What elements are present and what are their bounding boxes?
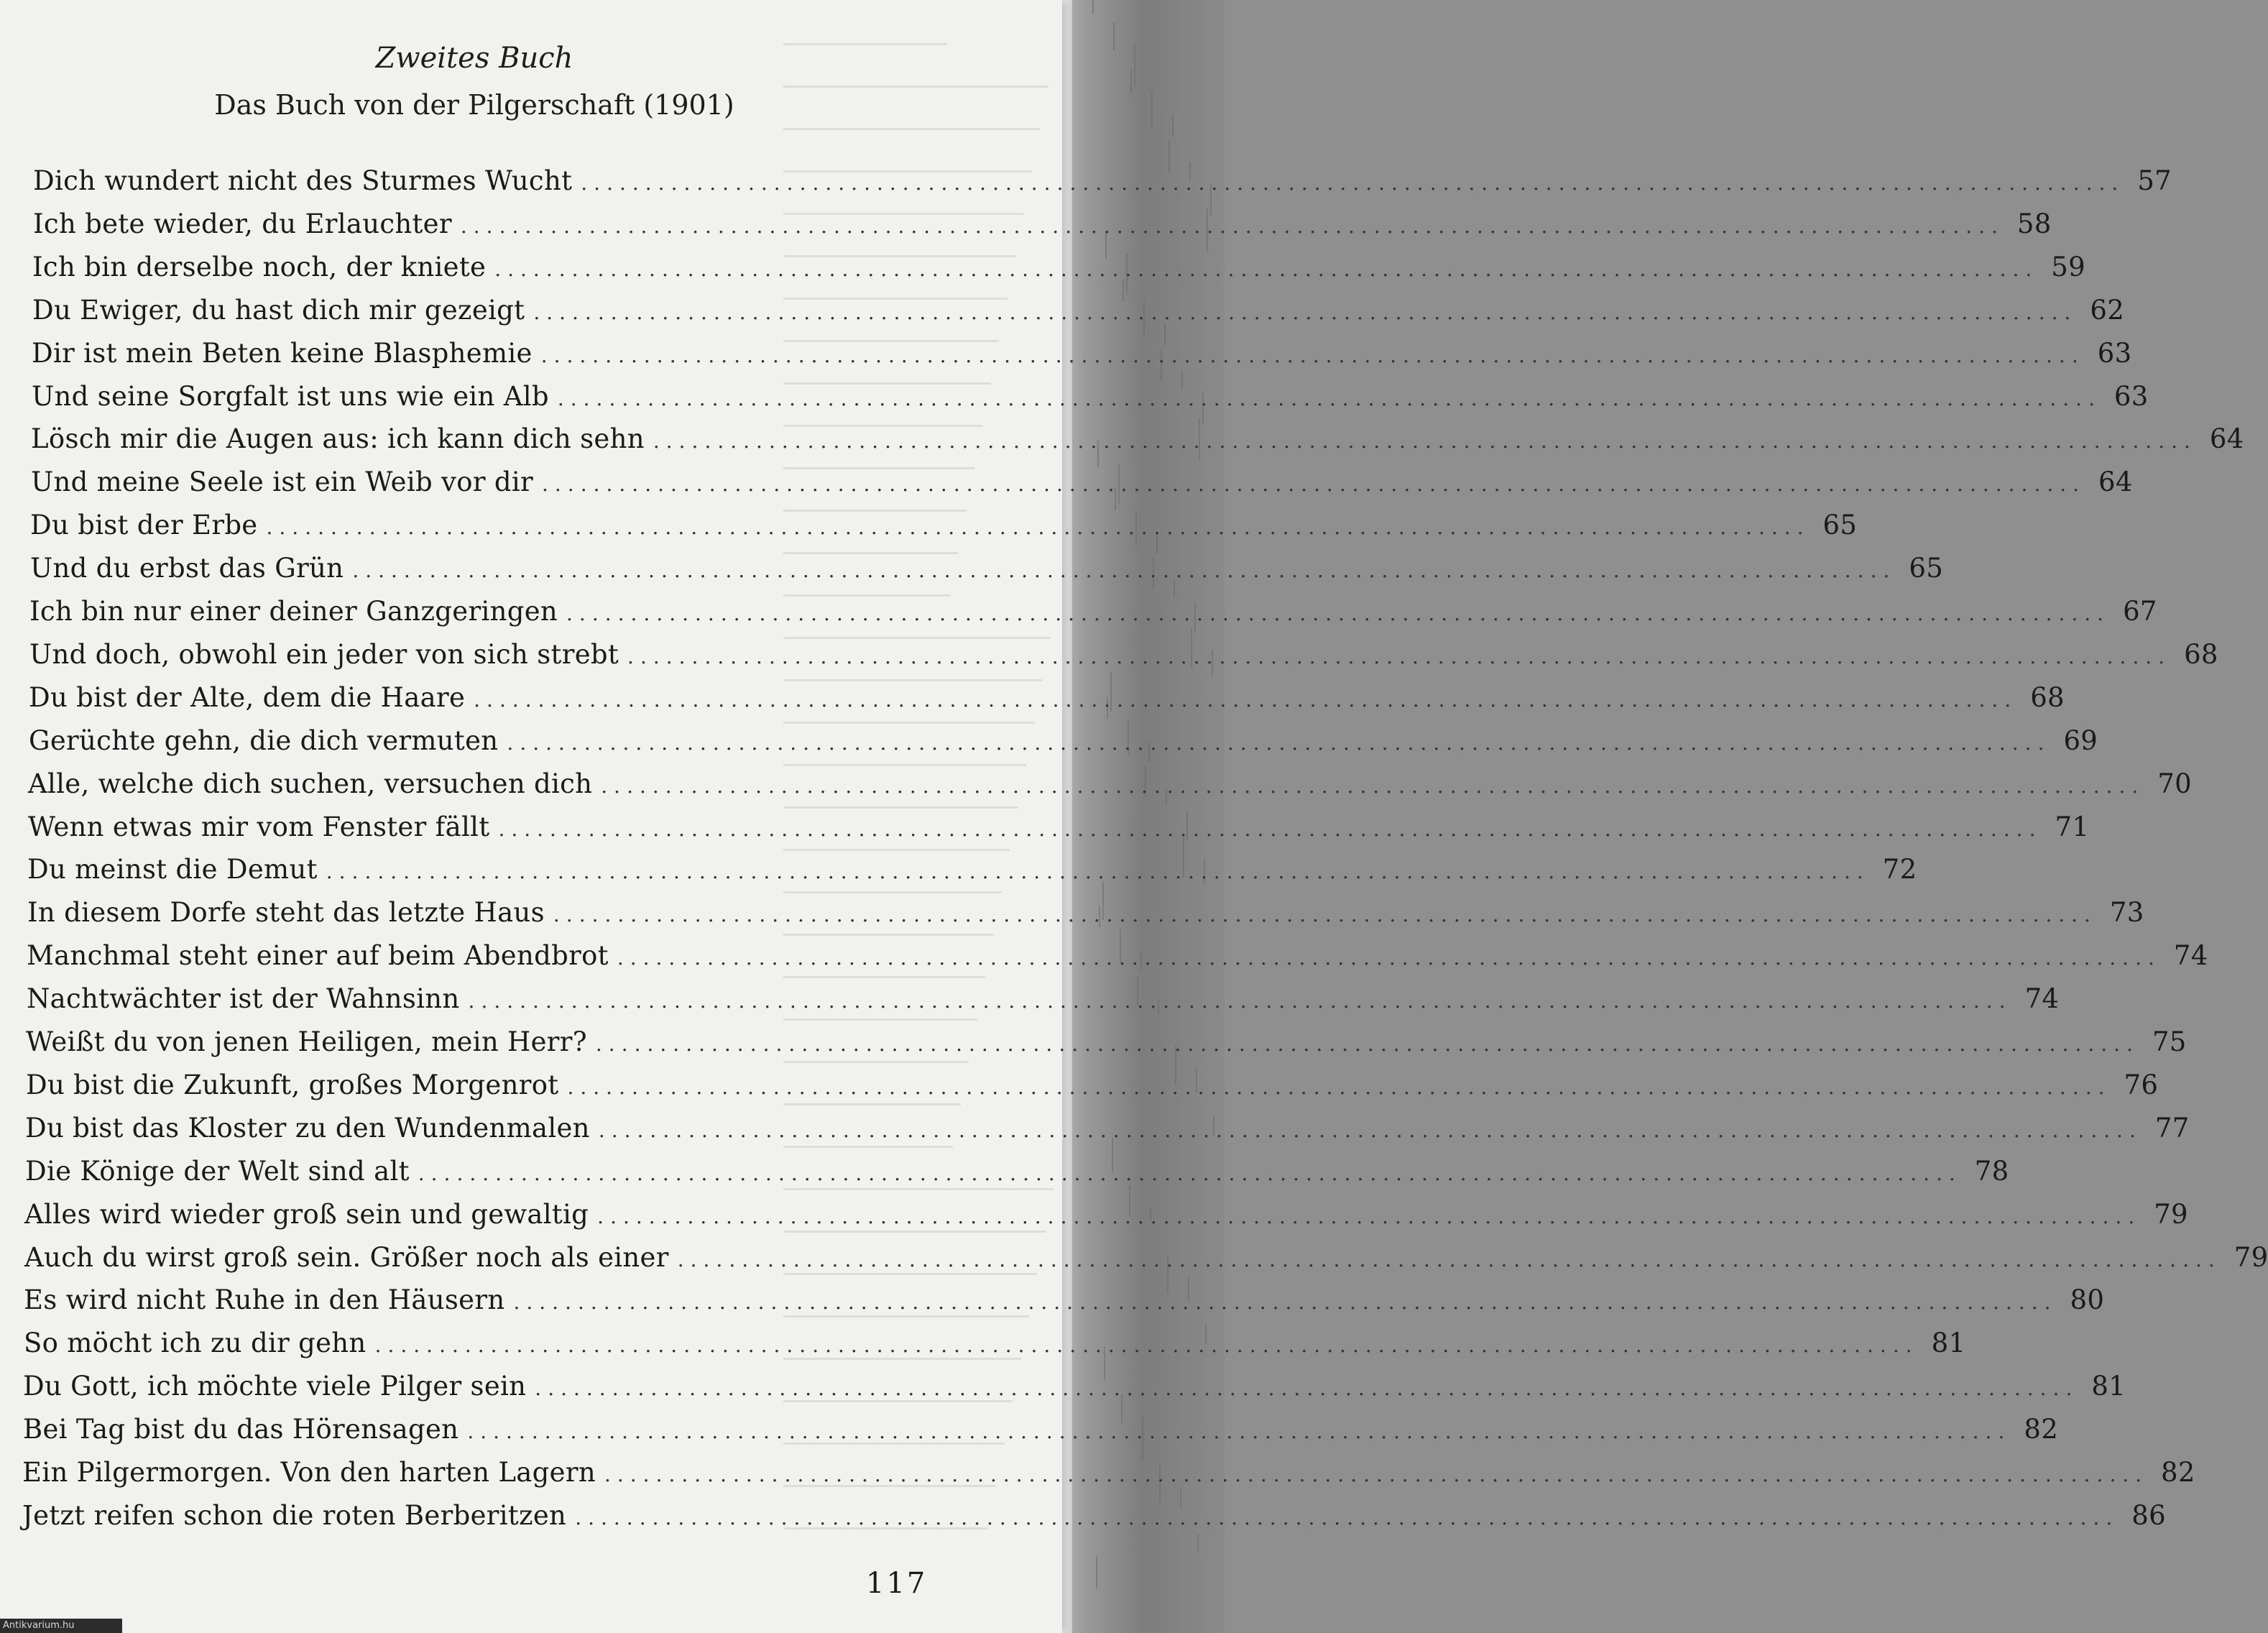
toc-entry-page: 73: [2109, 897, 2144, 928]
dot-leader: ........................................................................................................................: [418, 1162, 1962, 1185]
toc-entry-title: Gerüchte gehn, die dich vermuten: [29, 725, 499, 756]
toc-entry-page: 74: [2173, 940, 2208, 971]
dot-leader: ........................................................................................................................: [601, 774, 2145, 798]
dot-leader: ........................................................................................................................: [581, 171, 2125, 195]
toc-entry-page: 81: [1931, 1328, 1966, 1358]
toc-entry: [27, 897, 2144, 929]
toc-entry-page: 80: [2070, 1284, 2105, 1315]
toc-entry-page: 75: [2152, 1026, 2187, 1057]
dot-leader: ........................................................................................................................: [540, 344, 2085, 367]
toc-entry-title: Jetzt reifen schon die roten Berberitzen: [22, 1500, 567, 1531]
watermark: Antikvarium.hu: [0, 1619, 122, 1633]
toc-entry-title: Du meinst die Demut: [27, 854, 318, 885]
dot-leader: ........................................................................................................................: [507, 731, 2051, 755]
dot-leader: ........................................................................................................................: [567, 1075, 2111, 1099]
desk-texture-mark: [1172, 114, 1174, 137]
toc-entry-page: 65: [1909, 553, 1944, 584]
desk-texture-mark: [1168, 139, 1170, 172]
toc-entry-page: 70: [2157, 768, 2193, 799]
dot-leader: ........................................................................................................................: [557, 387, 2101, 410]
desk-texture-mark: [1151, 92, 1153, 129]
toc-entry-title: Du bist die Zukunft, großes Morgenrot: [26, 1070, 559, 1100]
desk-texture-mark: [1123, 279, 1124, 302]
toc-entry-page: 59: [2051, 252, 2085, 282]
toc-entry-page: 72: [1882, 854, 1917, 885]
toc-entry-title: Ich bete wieder, du Erlauchter: [33, 208, 452, 239]
toc-entry-title: Manchmal steht einer auf beim Abendbrot: [27, 940, 609, 971]
toc-entry-page: 69: [2063, 725, 2098, 756]
toc-entry-page: 63: [2113, 381, 2149, 412]
toc-entry: [29, 639, 2218, 671]
toc-entry: [23, 1371, 2126, 1402]
desk-texture-mark: [1130, 70, 1132, 93]
dot-leader: ........................................................................................................................: [575, 1506, 2119, 1530]
toc-entry: [32, 252, 2085, 283]
desk-texture-mark: [1197, 1534, 1199, 1552]
toc-entry-page: 77: [2154, 1113, 2190, 1144]
toc-entry-title: Und meine Seele ist ein Weib vor dir: [31, 466, 533, 497]
toc-entry-page: 79: [2154, 1199, 2188, 1230]
toc-entry-page: 64: [2098, 466, 2133, 497]
dot-leader: ........................................................................................................................: [494, 257, 2039, 281]
dot-leader: ........................................................................................................................: [595, 1032, 2139, 1056]
page-number: 117: [866, 1567, 928, 1600]
toc-entry-title: Auch du wirst groß sein. Größer noch als einer: [24, 1242, 669, 1273]
toc-entry-title: Du bist der Alte, dem die Haare: [29, 682, 466, 713]
desk-texture-mark: [1134, 45, 1135, 86]
toc-entry: [31, 423, 2244, 455]
dot-leader: ........................................................................................................................: [533, 300, 2078, 324]
toc-entry-title: Ich bin derselbe noch, der kniete: [32, 252, 487, 282]
dot-leader: ........................................................................................................................: [604, 1463, 2149, 1486]
dot-leader: ........................................................................................................................: [326, 860, 1870, 883]
toc-entry-page: 81: [2091, 1371, 2126, 1402]
toc-entry: [31, 466, 2133, 498]
dot-leader: ........................................................................................................................: [352, 558, 1896, 582]
toc-entry: [26, 1070, 2159, 1101]
toc-entry-page: 86: [2131, 1500, 2166, 1531]
toc-entry-title: Und du erbst das Grün: [30, 553, 344, 584]
toc-entry-page: 64: [2209, 423, 2244, 454]
book-title: Zweites Buch: [375, 42, 573, 75]
toc-entry-title: Alle, welche dich suchen, versuchen dich: [28, 768, 593, 799]
toc-entry: [32, 381, 2149, 413]
desk-texture-mark: [1096, 1556, 1097, 1588]
toc-entry: [24, 1328, 1966, 1359]
toc-entry: [25, 1113, 2190, 1144]
dot-leader: ........................................................................................................................: [498, 817, 2042, 841]
toc-entry-page: 79: [2234, 1242, 2268, 1273]
toc-entry-page: 65: [1822, 510, 1858, 540]
toc-entry: [32, 295, 2125, 326]
toc-entry-title: Nachtwächter ist der Wahnsinn: [27, 983, 460, 1014]
dot-leader: ........................................................................................................................: [468, 989, 2012, 1013]
dot-leader: ........................................................................................................................: [467, 1420, 2011, 1443]
toc-entry: [29, 596, 2157, 627]
toc-entry: [29, 725, 2098, 757]
dot-leader: ........................................................................................................................: [542, 472, 2086, 496]
toc-entry-title: So möcht ich zu dir gehn: [24, 1328, 367, 1358]
toc-entry-page: 82: [2024, 1414, 2059, 1445]
toc-entry-page: 76: [2124, 1070, 2159, 1100]
toc-entry: [33, 208, 2052, 240]
dot-leader: ........................................................................................................................: [653, 429, 2197, 453]
dot-leader: ........................................................................................................................: [598, 1118, 2142, 1142]
toc-entry-title: Wenn etwas mir vom Fenster fällt: [28, 811, 490, 842]
toc-entry: [22, 1457, 2195, 1489]
toc-entry-title: Alles wird wieder groß sein und gewaltig: [24, 1199, 589, 1230]
toc-entry-page: 57: [2137, 165, 2172, 196]
toc-entry: [24, 1242, 2268, 1274]
toc-entry-title: Und doch, obwohl ein jeder von sich strebt: [29, 639, 619, 670]
toc-entry-title: Du Ewiger, du hast dich mir gezeigt: [32, 295, 525, 326]
toc-entry-page: 78: [1974, 1156, 2009, 1187]
toc-entry-page: 63: [2097, 338, 2132, 369]
desk-texture-mark: [1164, 323, 1166, 345]
desk-texture-mark: [1113, 22, 1115, 50]
toc-entry: [30, 510, 1858, 541]
toc-entry: [30, 553, 1944, 584]
desk-texture-mark: [1174, 580, 1175, 597]
toc-entry: [28, 768, 2193, 800]
toc-entry-title: Weißt du von jenen Heiligen, mein Herr?: [26, 1026, 587, 1057]
toc-entry: [33, 165, 2172, 197]
dot-leader: ........................................................................................................................: [597, 1205, 2142, 1228]
desk-texture-mark: [1181, 371, 1183, 388]
toc-entry-title: Dir ist mein Beten keine Blasphemie: [32, 338, 533, 369]
toc-entry: [29, 682, 2065, 714]
dot-leader: ........................................................................................................................: [513, 1290, 2057, 1314]
toc-entry-title: Du bist das Kloster zu den Wundenmalen: [25, 1113, 590, 1144]
dot-leader: ........................................................................................................................: [474, 688, 2018, 712]
toc-entry-title: Dich wundert nicht des Sturmes Wucht: [33, 165, 573, 196]
toc-entry-title: Die Könige der Welt sind alt: [25, 1156, 410, 1187]
toc-entry: [27, 983, 2060, 1015]
toc-entry-title: Ich bin nur einer deiner Ganzgeringen: [29, 596, 558, 627]
dot-leader: ........................................................................................................................: [266, 515, 1810, 539]
dot-leader: ........................................................................................................................: [566, 602, 2111, 625]
toc-entry: [27, 940, 2208, 972]
toc-entry: [22, 1500, 2166, 1532]
toc-entry-title: Du bist der Erbe: [30, 510, 258, 540]
toc-entry-page: 58: [2016, 208, 2052, 239]
dot-leader: ........................................................................................................................: [627, 645, 2172, 668]
toc-entry: [24, 1199, 2188, 1230]
toc-entry-title: Bei Tag bist du das Hörensagen: [23, 1414, 459, 1445]
toc-entry-page: 71: [2055, 811, 2090, 842]
toc-entry: [25, 1156, 2009, 1187]
dot-leader: ........................................................................................................................: [460, 214, 2004, 238]
toc-entry-title: Lösch mir die Augen aus: ich kann dich sehn: [31, 423, 645, 454]
toc-entry-page: 68: [2030, 682, 2065, 713]
toc-entry: [26, 1026, 2187, 1058]
toc-entry: [32, 338, 2132, 369]
toc-entry-page: 82: [2161, 1457, 2195, 1488]
toc-entry-page: 74: [2024, 983, 2060, 1014]
toc-entry: [27, 854, 1917, 886]
toc-entry: [24, 1284, 2105, 1316]
desk-texture-mark: [1092, 0, 1094, 14]
dot-leader: ........................................................................................................................: [677, 1248, 2221, 1271]
toc-entry: [23, 1414, 2059, 1445]
dot-leader: ........................................................................................................................: [617, 946, 2161, 970]
toc-entry-title: In diesem Dorfe steht das letzte Haus: [27, 897, 545, 928]
toc-entry-page: 67: [2123, 596, 2157, 627]
toc-entry-title: Du Gott, ich möchte viele Pilger sein: [23, 1371, 527, 1402]
dot-leader: ........................................................................................................................: [535, 1376, 2079, 1400]
toc-entry-title: Und seine Sorgfalt ist uns wie ein Alb: [32, 381, 549, 412]
toc-entry-title: Ein Pilgermorgen. Von den harten Lagern: [22, 1457, 596, 1488]
toc-entry-page: 68: [2184, 639, 2218, 670]
book-subtitle: Das Buch von der Pilgerschaft (1901): [214, 89, 734, 121]
toc-entry: [28, 811, 2090, 843]
toc-entry-title: Es wird nicht Ruhe in den Häusern: [24, 1284, 505, 1315]
dot-leader: ........................................................................................................................: [374, 1333, 1919, 1357]
dot-leader: ........................................................................................................................: [553, 903, 2097, 926]
toc-entry-page: 62: [2090, 295, 2125, 326]
